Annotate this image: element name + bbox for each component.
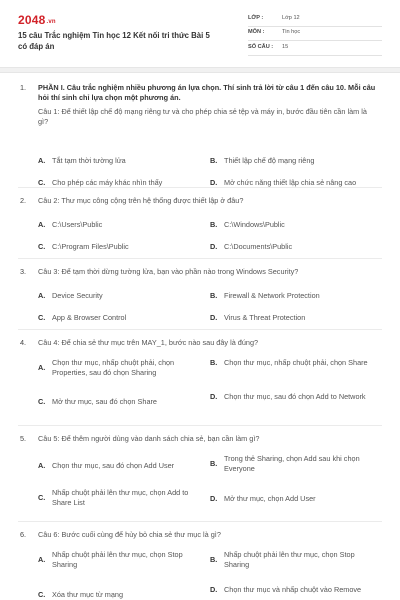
option-letter: A. bbox=[38, 461, 46, 470]
option-text: Trong thẻ Sharing, chọn Add sau khi chọn Everyone bbox=[224, 454, 360, 473]
option-a[interactable] bbox=[38, 461, 202, 471]
option-letter: C. bbox=[38, 590, 46, 599]
question-number: 4. bbox=[20, 338, 27, 347]
option-c[interactable] bbox=[38, 313, 126, 323]
meta-label: SỐ CÂU : bbox=[248, 43, 274, 50]
question-prompt: Câu 4: Để chia sẻ thư mục trên MAY_1, bước nào sau đây là đúng? bbox=[38, 338, 259, 347]
option-a[interactable] bbox=[38, 220, 102, 230]
option-c[interactable] bbox=[38, 590, 202, 600]
option-letter: A. bbox=[38, 156, 46, 165]
option-b[interactable] bbox=[210, 220, 285, 230]
meta-row-class bbox=[248, 12, 382, 27]
option-b[interactable] bbox=[210, 291, 320, 301]
meta-row-subject bbox=[248, 27, 382, 42]
question-prompt: Câu 6: Bước cuối cùng để hủy bỏ chia sẻ thư mục là gì? bbox=[38, 530, 221, 539]
option-letter: B. bbox=[210, 358, 218, 367]
option-text: Firewall & Network Protection bbox=[224, 291, 320, 300]
question-divider bbox=[18, 258, 382, 259]
option-letter: D. bbox=[210, 242, 218, 251]
meta-label: MÔN : bbox=[248, 29, 265, 36]
option-a[interactable] bbox=[38, 156, 126, 166]
question-prompt: Câu 1: Để thiết lập chế độ mạng riêng tư và cho phép chia sẻ tệp và máy in, bước đầu tiên cần làm là gì? bbox=[38, 106, 367, 126]
question-number: 1. bbox=[20, 83, 27, 92]
question-prompt: Câu 3: Để tạm thời dừng tường lửa, bạn vào phần nào trong Windows Security? bbox=[38, 267, 299, 276]
option-text: Nhấp chuột phải lên thư mục, chọn Add to Share List bbox=[52, 488, 189, 507]
option-letter: D. bbox=[210, 392, 218, 401]
option-text: Mở thư mục, chọn Add User bbox=[224, 494, 316, 503]
question-block-4 bbox=[0, 338, 400, 426]
option-letter: D. bbox=[210, 313, 218, 322]
meta-value: Tin học bbox=[282, 29, 301, 36]
option-letter: C. bbox=[38, 178, 46, 187]
meta-value: Lớp 12 bbox=[282, 14, 300, 21]
option-text: Xóa thư mục từ mạng bbox=[52, 590, 124, 599]
question-divider bbox=[18, 425, 382, 426]
option-text: C:\Users\Public bbox=[52, 220, 103, 229]
option-text: Thiết lập chế độ mạng riêng bbox=[224, 156, 315, 165]
option-d[interactable] bbox=[210, 313, 305, 323]
option-text: Chọn thư mục và nhấp chuột vào Remove bbox=[224, 585, 362, 594]
question-divider bbox=[18, 187, 382, 188]
option-text: Nhấp chuột phải lên thư mục, chọn Stop Sharing bbox=[224, 550, 355, 569]
option-text: Chọn thư mục, nhấp chuột phải, chọn Share bbox=[224, 358, 368, 367]
option-text: Chọn thư mục, sau đó chọn Add User bbox=[52, 461, 175, 470]
meta-table bbox=[248, 12, 382, 56]
option-text: Cho phép các máy khác nhìn thấy bbox=[52, 178, 163, 187]
question-number: 6. bbox=[20, 530, 27, 539]
option-c[interactable] bbox=[38, 397, 202, 407]
option-letter: A. bbox=[38, 362, 46, 372]
option-c[interactable] bbox=[38, 488, 202, 508]
question-divider bbox=[18, 329, 382, 330]
option-letter: C. bbox=[38, 313, 46, 322]
option-text: Mở thư mục, sau đó chọn Share bbox=[52, 397, 157, 406]
question-number: 3. bbox=[20, 267, 27, 276]
option-b[interactable] bbox=[210, 550, 374, 570]
meta-label: LỚP : bbox=[248, 14, 264, 21]
option-text: Device Security bbox=[52, 291, 103, 300]
option-d[interactable] bbox=[210, 585, 374, 595]
question-prompt: Câu 2: Thư mục công cộng trên hệ thống được thiết lập ở đâu? bbox=[38, 196, 244, 205]
option-text: C:\Program Files\Public bbox=[52, 242, 129, 251]
option-a[interactable] bbox=[38, 358, 202, 378]
option-d[interactable] bbox=[210, 242, 292, 252]
option-d[interactable] bbox=[210, 494, 374, 504]
option-text: Mở chức năng thiết lập chia sẻ nâng cao bbox=[224, 178, 357, 187]
option-letter: B. bbox=[210, 554, 218, 564]
option-letter: A. bbox=[38, 220, 46, 229]
question-block-3 bbox=[0, 267, 400, 331]
option-c[interactable] bbox=[38, 242, 129, 252]
question-number: 2. bbox=[20, 196, 27, 205]
question-text bbox=[38, 83, 378, 126]
question-divider bbox=[18, 521, 382, 522]
option-letter: B. bbox=[210, 156, 218, 165]
option-text: C:\Windows\Public bbox=[224, 220, 285, 229]
option-letter: B. bbox=[210, 458, 218, 468]
option-letter: B. bbox=[210, 220, 218, 229]
option-letter: D. bbox=[210, 585, 218, 594]
question-prompt: Câu 5: Để thêm người dùng vào danh sách chia sẻ, bạn cần làm gì? bbox=[38, 434, 260, 443]
question-block-5 bbox=[0, 434, 400, 522]
site-logo[interactable] bbox=[18, 12, 56, 28]
option-letter: A. bbox=[38, 554, 46, 564]
question-block-2 bbox=[0, 196, 400, 260]
option-b[interactable] bbox=[210, 156, 314, 166]
option-letter: B. bbox=[210, 291, 218, 300]
option-text: C:\Documents\Public bbox=[224, 242, 293, 251]
option-a[interactable] bbox=[38, 550, 202, 570]
part-heading: PHẦN I. Câu trắc nghiệm nhiều phương án lựa chọn. Thí sinh trả lời từ câu 1 đến câu 10. Mỗi câu hỏi thí sinh chỉ lựa chọn một phương án. bbox=[38, 83, 376, 102]
option-d[interactable] bbox=[210, 392, 374, 402]
option-text: Chọn thư mục, nhấp chuột phải, chọn Properties, sau đó chọn Sharing bbox=[52, 358, 175, 377]
option-text: Chọn thư mục, sau đó chọn Add to Network bbox=[224, 392, 366, 401]
option-b[interactable] bbox=[210, 454, 374, 474]
option-letter: C. bbox=[38, 492, 46, 502]
meta-value: 15 bbox=[282, 43, 289, 50]
option-text: App & Browser Control bbox=[52, 313, 127, 322]
question-block-1 bbox=[0, 83, 400, 193]
option-text: Virus & Threat Protection bbox=[224, 313, 306, 322]
document-header bbox=[18, 12, 382, 60]
option-letter: A. bbox=[38, 291, 46, 300]
option-text: Tắt tạm thời tường lửa bbox=[52, 156, 126, 165]
option-letter: D. bbox=[210, 178, 218, 187]
option-text: Nhấp chuột phải lên thư mục, chọn Stop Sharing bbox=[52, 550, 183, 569]
option-letter: C. bbox=[38, 397, 46, 406]
logo-suffix: .vn bbox=[46, 19, 56, 25]
question-block-6 bbox=[0, 530, 400, 600]
option-letter: C. bbox=[38, 242, 46, 251]
option-b[interactable] bbox=[210, 358, 374, 368]
logo-text: 2048 bbox=[18, 13, 46, 27]
document-title: 15 câu Trắc nghiệm Tin học 12 Kết nối tri thức Bài 5 có đáp án bbox=[18, 31, 210, 51]
question-number: 5. bbox=[20, 434, 27, 443]
header-divider bbox=[0, 67, 400, 73]
option-a[interactable] bbox=[38, 291, 103, 301]
meta-row-count bbox=[248, 41, 382, 56]
option-letter: D. bbox=[210, 494, 218, 503]
